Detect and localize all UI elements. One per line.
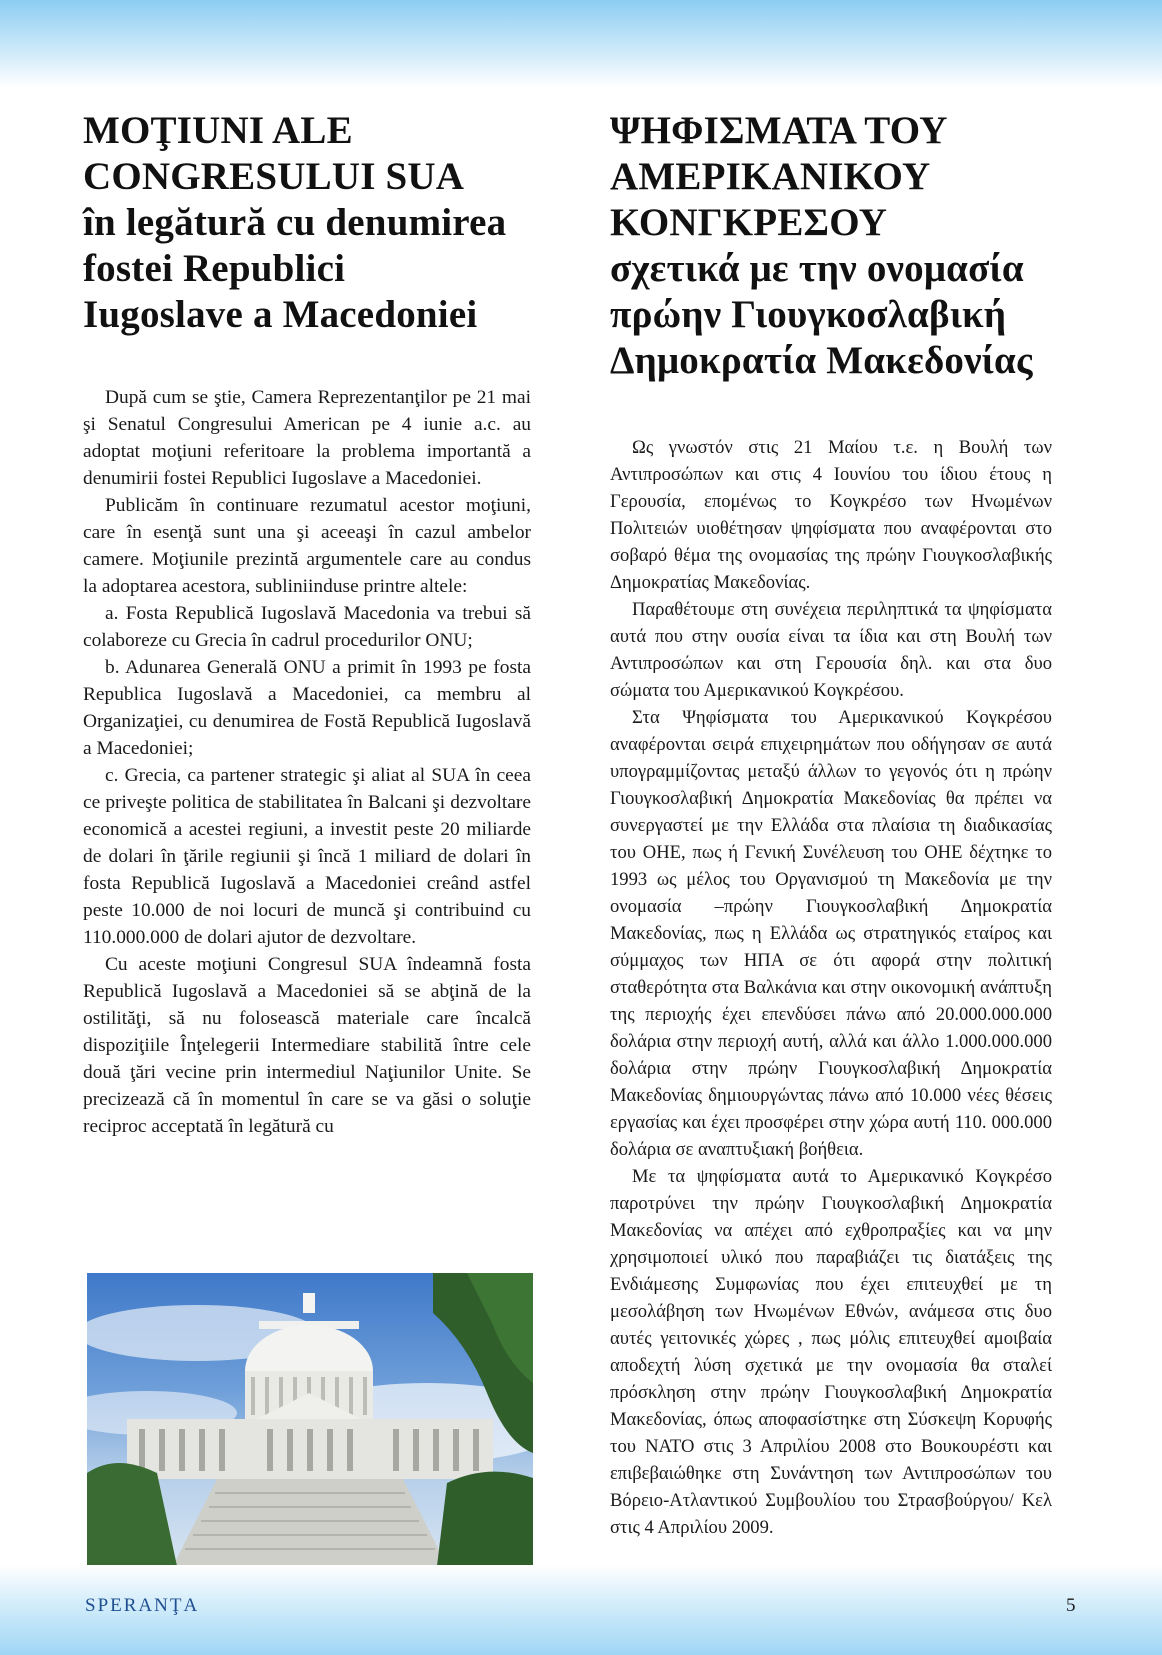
paragraph: Ως γνωστόν στις 21 Μαίου τ.ε. η Βουλή των Αντιπροσώπων και στις 4 Ιουνίου του ίδιου έτους η Γερουσία, επομένως το Κογκρέσο των Ηνωμένων Πολιτειών υιοθέτησαν ψηφίσματα που αναφέρονται στο σοβαρό θέμα της ονομασίας της πρώην Γιουγκοσλαβικής Δημοκρατίας Μακεδονίας. bbox=[610, 437, 1052, 593]
paragraph: După cum se ştie, Camera Reprezentanţilor pe 21 mai şi Senatul Congresului American pe 4 iunie a.c. au adoptat moţiuni referitoare la problema importantă a denumirii fostei Republici Iugoslave a Macedoniei. bbox=[83, 387, 531, 489]
headline-line: σχετικά με την ονομασία bbox=[610, 247, 1024, 290]
romanian-body bbox=[83, 384, 531, 1140]
headline-line: fostei Republici bbox=[83, 247, 346, 290]
greek-body bbox=[610, 434, 1052, 1541]
top-gradient-band bbox=[0, 0, 1162, 88]
capitol-building-photo bbox=[87, 1273, 533, 1566]
headline-line: πρώην Γιουγκοσλαβική bbox=[610, 293, 1007, 336]
headline-line: Δημοκρατία Μακεδονίας bbox=[610, 339, 1033, 382]
headline-line: ΨΗΦΙΣΜΑΤΑ ΤΟΥ bbox=[610, 109, 948, 152]
headline-line: Iugoslave a Macedoniei bbox=[83, 293, 478, 336]
paragraph: Στα Ψηφίσματα του Αμερικανικού Κογκρέσου αναφέρονται σειρά επιχειρημάτων που οδήγησαν σε αυτά υπογραμμίζοντας μεταξύ άλλων το γεγονός ότι η πρώην Γιουγκοσλαβική Δημοκρατία Μακεδονίας θα πρέπει να συνεργαστεί με την Ελλάδα στα πλαίσια τη διαδικασίας του ΟΗΕ, πως ή Γενική Συνέλευση του ΟΗΕ δέχτηκε το 1993 ως μέλος του Οργανισμού τη Μακεδονία με την ονομασία –πρώην Γιουγκοσλαβική Δημοκρατία Μακεδονίας, πως η Ελλάδα ως στρατηγικός εταίρος και σύμμαχος των ΗΠΑ σε ότι αφορά στην πολιτική σταθερότητα στα Βαλκάνια και στην οικονομική ανάπτυξη της περιοχής έχει επενδύσει πάνω από 20.000.000.000 δολάρια στην περιοχή αυτή, αλλά και άλλο 1.000.000.000 δολάρια στην πρώην Γιουγκοσλαβική Δημοκρατία Μακεδονίας δημιουργώντας πάνω από 10.000 νέες θέσεις εργασίας και έχει προσφέρει στην χώρα αυτή 110. 000.000 δολάρια σε αναπτυξιακή βοήθεια. bbox=[610, 707, 1052, 1160]
paragraph: a. Fosta Republică Iugoslavă Macedonia va trebui să colaboreze cu Grecia în cadrul procedurilor ONU; bbox=[83, 603, 531, 651]
paragraph: c. Grecia, ca partener strategic şi aliat al SUA în ceea ce priveşte politica de stabilitatea în Balcani şi dezvoltare economică a acestei regiuni, a investit peste 20 miliarde de dolari în ţările regiunii şi încă 1 miliard de dolari în fosta Republică Iugoslavă a Macedoniei creând astfel peste 10.000 de noi locuri de muncă şi contribuind cu 110.000.000 de dolari ajutor de dezvoltare. bbox=[83, 765, 531, 948]
page-number: 5 bbox=[1066, 1595, 1076, 1616]
paragraph: Cu aceste moţiuni Congresul SUA îndeamnă fosta Republică Iugoslavă a Macedoniei să se abţină de la ostilităţi, să nu folosească materiale care încalcă dispoziţiile Înţelegerii Intermediare stabilită între cele două ţări vecine prin intermediul Naţiunilor Unite. Se precizează că în momentul în care se va găsi o soluţie reciproc acceptată în legătură cu bbox=[83, 954, 531, 1137]
headline-line: ΚΟΝΓΚΡΕΣΟΥ bbox=[610, 201, 888, 244]
headline-line: CONGRESULUI SUA bbox=[83, 155, 465, 198]
capitol-illustration bbox=[87, 1273, 533, 1566]
headline-line: MOŢIUNI ALE bbox=[83, 109, 353, 152]
headline-line: ΑΜΕΡΙΚΑΝΙΚΟΥ bbox=[610, 155, 931, 198]
paragraph: Με τα ψηφίσματα αυτά το Αμερικανικό Κογκρέσο παροτρύνει την πρώην Γιουγκοσλαβική Δημοκρατία Μακεδονίας να απέχει από εχθροπραξίες και να μην χρησιμοποιεί υλικό που παραβιάζει τις διατάξεις της Ενδιάμεσης Συμφωνίας που έχει επιτευχθεί με τη μεσολάβηση των Ηνωμένων Εθνών, ανάμεσα στις δυο αυτές γειτονικές χώρες , πως μόλις επιτευχθεί αμοιβαία αποδεχτή λύση σχετικά με την ονομασία θα σταλεί πρόσκληση στην πρώην Γιουγκοσλαβική Δημοκρατία Μακεδονίας, όπως αποφασίστηκε στη Σύσκεψη Κορυφής του ΝΑΤΟ στις 3 Απριλίου 2008 στο Βουκουρέστι και επιβεβαιώθηκε στη Συνάντηση των Αντιπροσώπων του Βόρειο-Ατλαντικού Συμβουλίου του Στρασβούργου/ Κελ στις 4 Απριλίου 2009. bbox=[610, 1166, 1052, 1538]
greek-article bbox=[610, 108, 1052, 1541]
romanian-article bbox=[83, 108, 531, 1140]
magazine-name: SPERANŢA bbox=[85, 1595, 200, 1616]
paragraph: Παραθέτουμε στη συνέχεια περιληπτικά τα ψηφίσματα αυτά που στην ουσία είναι τα ίδια και στη Βουλή των Αντιπροσώπων και στη Γερουσία δηλ. και στα δυο σώματα του Αμερικανικού Κογκρέσου. bbox=[610, 599, 1052, 701]
greek-headline bbox=[610, 108, 1052, 384]
paragraph: Publicăm în continuare rezumatul acestor moţiuni, care în esenţă sunt una şi aceeaşi în cazul ambelor camere. Moţiunile prezintă argumentele care au condus la adoptarea acestora, subliniinduse printre altele: bbox=[83, 495, 531, 597]
headline-line: în legătură cu denumirea bbox=[83, 201, 507, 244]
romanian-headline bbox=[83, 108, 531, 338]
paragraph: b. Adunarea Generală ONU a primit în 1993 pe fosta Republica Iugoslavă a Macedoniei, ca membru al Organizaţiei, cu denumirea de Fostă Republică Iugoslavă a Macedoniei; bbox=[83, 657, 531, 759]
